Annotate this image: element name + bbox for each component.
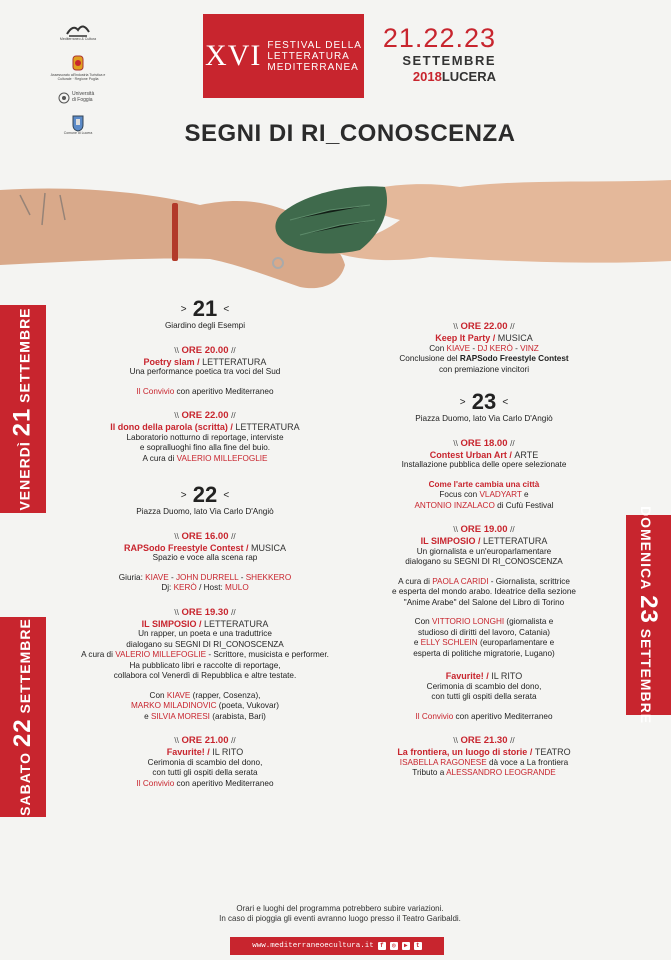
guest-1 (348, 617, 620, 628)
day-21-heading: > 21 < (180, 296, 230, 321)
artist-name: KIAVE (446, 343, 471, 353)
day-23-heading: > 23 < (459, 389, 509, 414)
event-time: \\ ORE 19.30 // (174, 606, 236, 618)
event-category: LETTERATURA (204, 618, 269, 629)
event-category: MUSICA (251, 542, 287, 553)
footer-bar (230, 937, 444, 955)
convivio-text: con aperitivo Mediterraneo (174, 778, 274, 788)
festival-name (267, 40, 362, 73)
curator-bio-2: e esperta del mondo arabo. Ideatrice della sezione (392, 587, 576, 597)
university-seal-icon (58, 92, 70, 104)
desc-text: Conclusione del (399, 354, 460, 363)
event-category: IL RITO (491, 671, 523, 682)
artists-prefix: Con (429, 343, 447, 353)
guest-2-role: esperta di politiche migratorie, Lugano) (413, 648, 555, 658)
event-time: \\ ORE 18.00 // (453, 437, 515, 449)
event-convivio (60, 779, 350, 790)
event-time-text: ORE 18.00 (460, 437, 508, 449)
guest-2 (60, 701, 350, 712)
host-label: / Host: (196, 583, 226, 593)
logo-caption: Assessorato all'Industria Turistica e Culturale · Regione Puglia (50, 72, 106, 81)
curator-prefix: A cura di (398, 576, 433, 586)
event-time-text: ORE 16.00 (181, 530, 229, 542)
crest-icon (71, 54, 85, 74)
event-time: \\ ORE 20.00 // (174, 344, 236, 356)
guest-name: ELLY SCHLEIN (420, 638, 478, 648)
curator-prefix: A cura di (81, 650, 116, 660)
event-simposio-23 (348, 523, 620, 659)
event-time-text: ORE 22.00 (460, 321, 508, 332)
event-title: Contest Urban Art / ARTE (429, 449, 539, 460)
guest-name: SILVIA MORESI (150, 711, 210, 721)
band-sunday-text (635, 506, 663, 724)
event-title-text: Favurite! (445, 671, 484, 682)
event-desc-2: dialogano su SEGNI DI RI_CONOSCENZA (405, 557, 563, 567)
event-time-text: ORE 21.30 (460, 735, 508, 747)
jury-name: JOHN DURRELL (175, 572, 239, 582)
focus-guests (348, 490, 620, 501)
event-jury (60, 573, 350, 584)
event-time-text: ORE 19.00 (460, 524, 508, 536)
logo-caption: Comune di Lucera (63, 130, 93, 135)
tribute-name: ALESSANDRO LEOGRANDE (446, 768, 556, 778)
artist-name: VINZ (520, 343, 539, 353)
artist-name: DJ KERÒ (477, 343, 513, 353)
event-curator (348, 577, 620, 588)
event-title-text: La frontiera, un luogo di storie (397, 747, 528, 758)
event-la-frontiera (348, 734, 620, 779)
day-23-location: Piazza Duomo, lato Via Carlo D'Angiò (415, 414, 553, 424)
event-time: \\ ORE 19.00 // (453, 524, 515, 536)
event-desc: Installazione pubblica delle opere selezionate (401, 460, 567, 470)
dates-city: LUCERA (441, 69, 496, 84)
band-sunday (626, 505, 671, 725)
event-title-text: Favurite! (166, 747, 205, 758)
day-23-number: 23 (471, 389, 497, 414)
event-desc-2: con tutti gli ospiti della serata (152, 768, 258, 778)
band-friday-pre: VENERDÌ (17, 441, 33, 511)
event-time-text: ORE 21.00 (181, 735, 229, 747)
event-desc-2 (348, 768, 620, 779)
focus-guests-2 (348, 501, 620, 512)
program-left-column (60, 296, 350, 801)
guest-role: (rapper, Cosenza), (190, 690, 261, 700)
band-friday-text (9, 307, 37, 510)
program-notes (180, 904, 500, 924)
curator-bio-2: Ha pubblicato libri e raccolte di reportage, (129, 660, 281, 670)
convivio-text: con aperitivo Mediterraneo (453, 711, 553, 721)
dates-year-city (380, 69, 496, 84)
band-friday (0, 305, 46, 513)
guest-prefix: e (413, 638, 421, 648)
event-title: Favurite! / IL RITO (166, 747, 244, 758)
curator-bio-3: "Anime Arabe" del Salone del Libro di Torino (403, 597, 565, 607)
partner-logos (48, 20, 108, 135)
curator-prefix: A cura di (142, 453, 177, 463)
event-title-text: Keep It Party (435, 333, 491, 343)
event-time: \\ ORE 22.00 // (174, 410, 236, 422)
event-category: LETTERATURA (483, 536, 548, 547)
curator-bio: - Giornalista, scrittrice (488, 576, 570, 586)
event-time: \\ ORE 22.00 // (453, 321, 515, 332)
hands-holding-stone-illustration (0, 165, 671, 300)
dates-month: SETTEMBRE (402, 53, 496, 68)
regione-puglia-logo (48, 54, 108, 82)
separator: - (168, 572, 176, 582)
logo-caption: Università di Foggia (72, 91, 95, 103)
guest-org: di Cufù Festival (494, 500, 554, 510)
event-desc-1: Cerimonia di scambio del dono, (426, 681, 542, 691)
event-desc-2: e sopralluoghi fino alla fine del buio. (139, 443, 271, 453)
band-saturday-post: SETTEMBRE (17, 618, 33, 714)
guest-name: KIAVE (166, 690, 191, 700)
guest-1-role: studioso di diritti del lavoro, Catania) (418, 627, 550, 637)
event-simposio-22 (60, 606, 350, 723)
mediterraneo-e-cultura-logo (60, 20, 96, 42)
event-desc-1: Cerimonia di scambio del dono, (147, 757, 263, 767)
event-convivio (348, 712, 620, 723)
program-right-column (348, 320, 620, 791)
guest-role: (poeta, Vukovar) (216, 701, 280, 711)
guest-prefix: e (144, 711, 151, 721)
edition-number: XVI (205, 39, 262, 72)
band-sunday-num: 23 (635, 595, 663, 624)
event-title: IL SIMPOSIO / LETTERATURA (141, 618, 269, 629)
band-saturday-num: 22 (9, 718, 36, 748)
convivio-label: Il Convivio (136, 386, 175, 396)
event-title: Poetry slam / LETTERATURA (143, 356, 267, 367)
event-category: MUSICA (497, 333, 533, 343)
guest-prefix: Con (414, 617, 432, 627)
guest-2 (348, 638, 620, 649)
guest-role: (europarlamentare e (477, 638, 555, 648)
conjunction: e (521, 490, 529, 500)
festival-name-line2: LETTERATURA (267, 50, 350, 62)
logo-caption: Mediterraneo & Cultura (59, 37, 97, 41)
host-name: MULO (225, 583, 249, 593)
band-friday-post: SETTEMBRE (17, 307, 33, 403)
universita-di-foggia-logo (58, 92, 98, 104)
event-desc-1 (348, 758, 620, 769)
event-time: \\ ORE 21.00 // (174, 735, 236, 747)
performance-desc: dà voce a La frontiera (486, 757, 569, 767)
guest-role: (giornalista e (504, 617, 554, 627)
convivio-label: Il Convivio (136, 778, 175, 788)
day-21-location: Giardino degli Esempi (164, 321, 246, 331)
performer-name: ISABELLA RAGONESE (399, 757, 487, 767)
event-time: \\ ORE 21.30 // (453, 735, 515, 747)
event-desc-2: con tutti gli ospiti della serata (431, 692, 537, 702)
event-title: IL SIMPOSIO / LETTERATURA (420, 536, 548, 547)
event-artists (348, 344, 620, 355)
band-friday-num: 21 (9, 407, 36, 437)
city-crest-icon (71, 114, 85, 132)
event-desc-2: con premiazione vincitori (438, 364, 530, 374)
event-title: La frontiera, un luogo di storie / TEATRO (397, 747, 571, 758)
festival-name-line1: FESTIVAL DELLA (267, 39, 362, 51)
guest-name: MARKO MILADINOVIC (130, 701, 217, 711)
dates-year: 2018 (412, 69, 442, 84)
event-category: LETTERATURA (202, 356, 267, 367)
event-title-text: IL SIMPOSIO (141, 618, 197, 629)
guest-role: (arabista, Bari) (209, 711, 266, 721)
band-saturday-text (9, 618, 37, 816)
event-title-text: Il dono della parola (scritta) (110, 422, 228, 433)
event-desc: Una performance poetica tra voci del Sud (129, 367, 281, 377)
day-22-heading: > 22 < (180, 482, 230, 508)
jury-name: KIAVE (145, 572, 169, 582)
youtube-icon[interactable]: ▶ (402, 942, 410, 950)
event-time: \\ ORE 16.00 // (174, 530, 236, 542)
day-22-number: 22 (192, 482, 218, 508)
event-dj-host (60, 583, 350, 594)
event-contest-urban-art (348, 437, 620, 512)
curator-name: VALERIO MILLEFOGLIE (115, 650, 207, 660)
event-dono-della-parola (60, 409, 350, 464)
guest-name: ANTONIO INZALACO (414, 500, 495, 510)
comune-di-lucera-logo (64, 114, 93, 136)
event-category: IL RITO (212, 747, 244, 758)
event-category: TEATRO (534, 747, 571, 758)
event-title: RAPSodo Freestyle Contest / MUSICA (123, 542, 287, 553)
event-favurite-22 (60, 734, 350, 789)
day-21-number: 21 (192, 296, 218, 321)
event-desc-1: Laboratorio notturno di reportage, interviste (126, 432, 284, 442)
event-time-text: ORE 19.30 (181, 606, 229, 618)
curator-bio: - Scrittore, musicista e performer. (206, 650, 329, 660)
event-desc-1: Un rapper, un poeta e una traduttrice (138, 629, 272, 639)
festival-title-box (203, 14, 364, 98)
event-title-text: Poetry slam (143, 356, 195, 367)
event-title: Keep It Party / MUSICA (435, 333, 533, 343)
event-curator (60, 454, 350, 465)
note-line-1: Orari e luoghi del programma potrebbero subire variazioni. (236, 904, 444, 913)
curator-name: PAOLA CARIDI (432, 576, 489, 586)
guest-1 (60, 691, 350, 702)
instagram-icon[interactable]: ◎ (390, 942, 398, 950)
separator: - (238, 572, 246, 582)
jury-label: Giuria: (118, 572, 146, 582)
event-time-text: ORE 22.00 (181, 410, 229, 422)
contest-name: RAPSodo Freestyle Contest (459, 354, 569, 363)
convivio-label: Il Convivio (415, 711, 454, 721)
band-saturday (0, 617, 46, 817)
dj-label: Dj: (161, 583, 174, 593)
event-favurite-23 (348, 671, 620, 722)
curator-bio-3: collabora col Venerdì di Repubblica e altre testate. (113, 671, 297, 681)
guest-name: VLADYART (479, 490, 522, 500)
event-keep-it-party (348, 320, 620, 375)
guest-name: VITTORIO LONGHI (431, 617, 505, 627)
note-line-2: In caso di pioggia gli eventi avranno luogo presso il Teatro Garibaldi. (219, 914, 461, 923)
event-desc-1: Un giornalista e un'europarlamentare (416, 546, 552, 556)
band-sunday-pre: DOMENICA (638, 505, 655, 591)
event-rapsodo-contest (60, 530, 350, 594)
event-time-text: ORE 20.00 (181, 344, 229, 356)
day-22-location: Piazza Duomo, lato Via Carlo D'Angiò (136, 507, 274, 517)
focus-prefix: Focus con (439, 490, 480, 500)
tribute-prefix: Tributo a (412, 768, 447, 778)
dates-days: 21.22.23 (382, 23, 496, 53)
event-title: Il dono della parola (scritta) / LETTERATURA (110, 422, 300, 433)
twitter-icon[interactable]: t (414, 942, 422, 950)
guest-prefix: Con (149, 690, 167, 700)
event-desc-1 (348, 354, 620, 365)
focus-title: Come l'arte cambia una città (428, 479, 540, 489)
event-convivio (60, 387, 350, 398)
dj-name: KERÒ (173, 583, 197, 593)
event-category: LETTERATURA (235, 422, 300, 433)
event-desc: Spazio e voce alla scena rap (152, 553, 258, 563)
event-poetry-slam (60, 344, 350, 398)
event-curator (60, 650, 350, 661)
event-title-text: RAPSodo Freestyle Contest (123, 542, 244, 553)
festival-dates (380, 24, 496, 84)
separator: - (512, 343, 521, 353)
wave-logo-icon (65, 20, 91, 38)
event-title-text: Contest Urban Art (429, 449, 507, 460)
event-category: ARTE (514, 449, 539, 460)
event-title-text: IL SIMPOSIO (420, 536, 476, 547)
curator-name: VALERIO MILLEFOGLIE (176, 453, 268, 463)
facebook-icon[interactable]: f (378, 942, 386, 950)
event-desc-2: dialogano su SEGNI DI RI_CONOSCENZA (126, 639, 284, 649)
convivio-text: con aperitivo Mediterraneo (174, 386, 274, 396)
event-title: Favurite! / IL RITO (445, 671, 523, 682)
guest-3 (60, 712, 350, 723)
jury-name: SHEKKERO (245, 572, 292, 582)
band-saturday-pre: SABATO (17, 752, 33, 816)
band-sunday-post: SETTEMBRE (638, 628, 655, 725)
separator: - (470, 343, 478, 353)
festival-theme-title: SEGNI DI RI_CONOSCENZA (184, 120, 516, 147)
festival-name-line3: MEDITERRANEA (267, 61, 359, 73)
website-link[interactable]: www.mediterraneoecultura.it (252, 942, 374, 950)
